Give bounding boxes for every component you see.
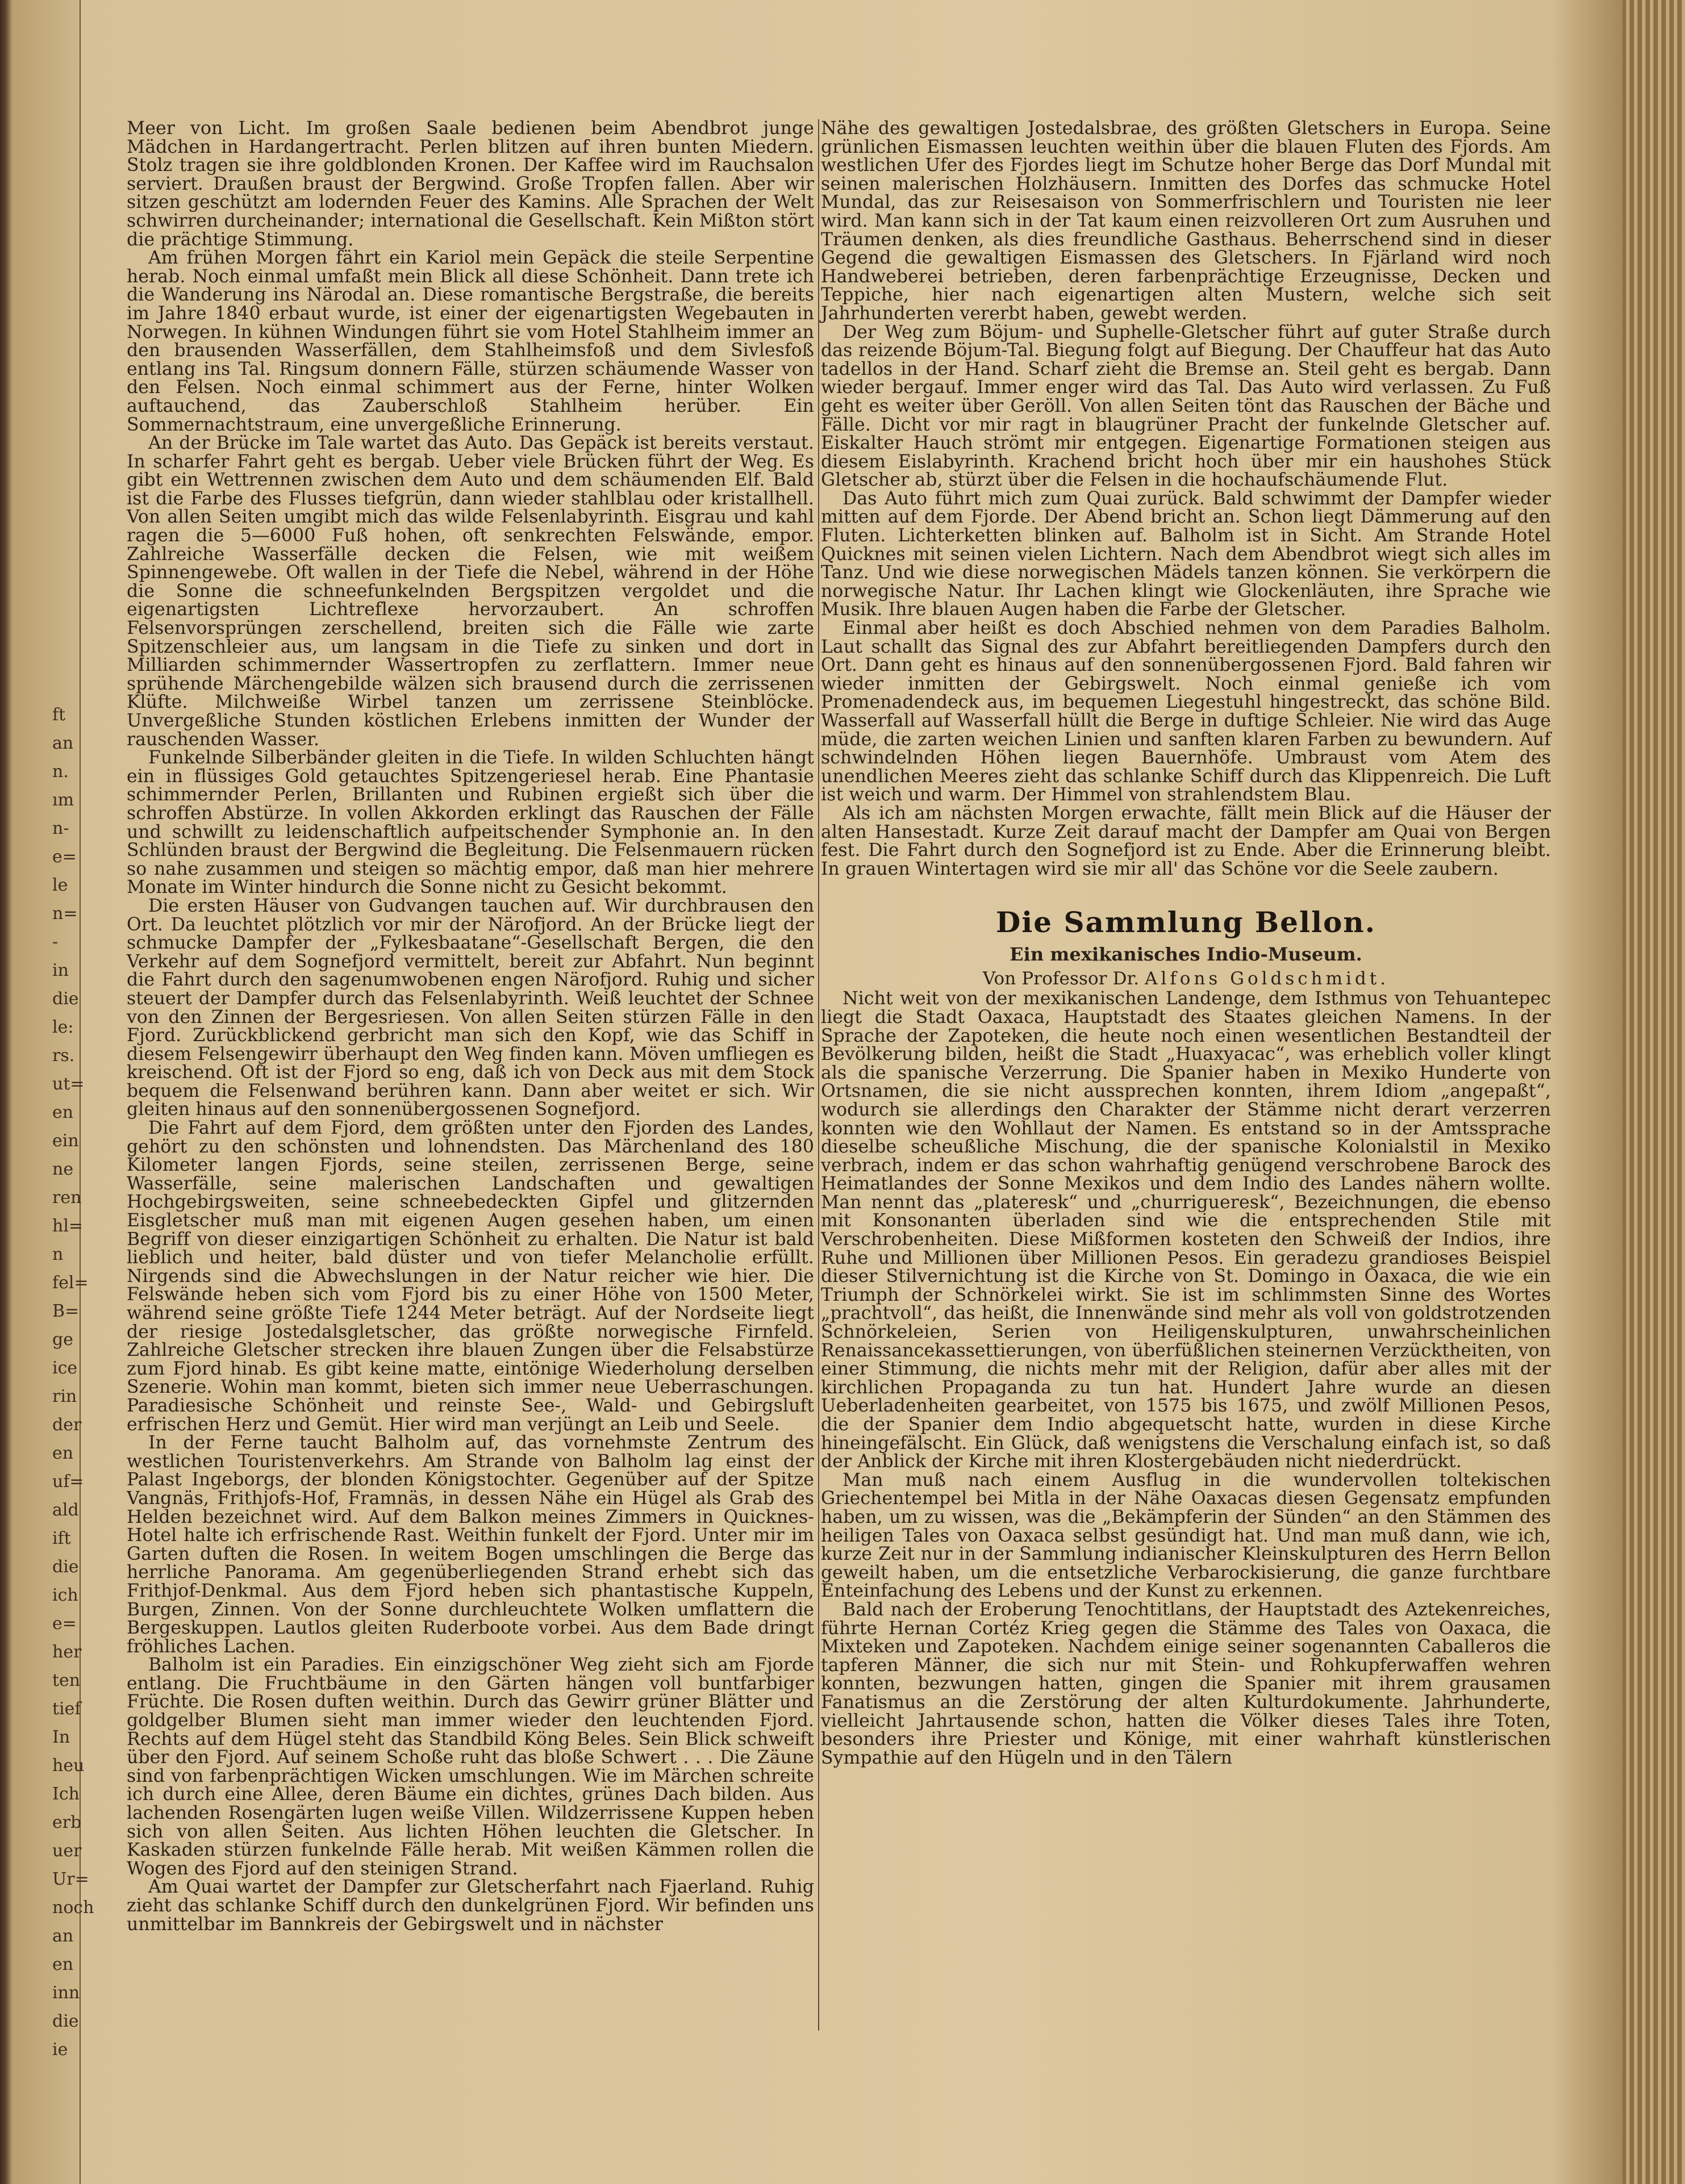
bleed-fragment: rs. — [52, 1046, 75, 1066]
bleed-fragment: en — [52, 1443, 74, 1463]
bleed-fragment: le: — [52, 1017, 74, 1037]
bleed-fragment: ım — [52, 790, 74, 810]
bleed-fragment: rin — [52, 1387, 77, 1406]
newspaper-page — [84, 102, 1624, 2124]
paragraph: Am Quai wartet der Dampfer zur Gletscherfahrt nach Fjaerland. Ruhig zieht das schlanke Schiff durch den dunkelgrünen Fjord. Wir befinden uns unmittelbar im Bannkreis der Gebirgswelt und in nächster — [127, 1877, 814, 1935]
bleed-fragment: Ich — [52, 1784, 80, 1804]
bleed-fragment: In — [52, 1727, 70, 1747]
bleed-fragment: her — [52, 1642, 82, 1662]
bleed-fragment: an — [52, 1926, 74, 1946]
bleed-fragment: ft — [52, 705, 66, 725]
paragraph: An der Brücke im Tale wartet das Auto. Das Gepäck ist bereits verstaut. In scharfer Fahrt geht es bergab. Ueber viele Brücken führt der Weg. Es gibt ein Wettrennen zwischen dem Auto und dem schäumenden Elf. Bald ist die Farbe des Flusses tiefgrün, dann wieder stahlblau oder kristallhell. Von allen Seiten umgibt mich das wilde Felsenlabyrinth. Eisgrau und kahl ragen die 5—6000 Fuß hohen, oft senkrechten Felswände, empor. Zahlreiche Wasserfälle decken die Felsen, wie mit weißem Spinnengewebe. Oft wallen in der Tiefe die Nebel, während in der Höhe die Sonne die schneefunkelnden Bergspitzen vergoldet und die eigenartigsten Lichtreflexe hervorzaubert. An schroffen Felsenvorsprüngen zerschellend, breiten sich die Fälle wie zarte Spitzenschleier aus, um langsam in die Tiefe zu sinken und dort in Milliarden schimmernder Wassertropfen zu zerflattern. Immer neue sprühende Märchengebilde wälzen sich brausend durch die zerrissenen Klüfte. Milchweiße Wirbel tanzen um zerrissene Steinblöcke. Unvergeßliche Stunden köstlichen Erlebens inmitten der Wunder der rauschenden Wasser. — [127, 433, 814, 750]
bleed-fragment: tief — [52, 1699, 81, 1719]
travel-article-continuation — [821, 119, 1551, 878]
byline-author: Alfons Goldschmidt. — [1145, 968, 1390, 989]
bleed-fragment: e= — [52, 847, 77, 867]
paragraph: Als ich am nächsten Morgen erwachte, fällt mein Blick auf die Häuser der alten Hansestadt. Kurze Zeit darauf macht der Dampfer am Quai von Bergen fest. Die Fahrt durch den Sognefjord ist zu Ende. Aber die Erinnerung bleibt. In grauen Wintertagen wird sie mir all' das Schöne vor die Seele zaubern. — [821, 803, 1551, 879]
bleed-fragment: ren — [52, 1188, 82, 1208]
previous-page-edge — [0, 0, 94, 2184]
bleed-fragment: an — [52, 733, 74, 753]
bleed-fragment: die — [52, 989, 79, 1009]
paragraph: Das Auto führt mich zum Quai zurück. Bald schwimmt der Dampfer wieder mitten auf dem Fjorde. Der Abend bricht an. Schon liegt Dämmerung auf den Fluten. Lichterketten blinken auf. Balholm ist in Sicht. Am Strande Hotel Quicknes mit seinen vielen Lichtern. Nach dem Abendbrot wiegt sich alles im Tanz. Und wie diese norwegischen Mädels tanzen können. Sie verkörpern die norwegische Natur. Ihr Lachen klingt wie Glockenläuten, ihre Sprache wie Musik. Ihre blauen Augen haben die Farbe der Gletscher. — [821, 488, 1551, 620]
left-column — [127, 119, 814, 1934]
bleed-fragment: die — [52, 1557, 79, 1577]
right-column — [821, 119, 1551, 1767]
bleed-fragment: noch — [52, 1898, 94, 1918]
bleed-fragment: n — [52, 1245, 64, 1264]
bleed-fragment: ift — [52, 1529, 71, 1548]
paragraph: Funkelnde Silberbänder gleiten in die Tiefe. In wilden Schluchten hängt ein in flüssiges Gold getauchtes Spitzengeriesel herab. Eine Phantasie schimmernder Perlen, Brillanten und Rubinen ergießt sich über die schroffen Abstürze. In vollen Akkorden erklingt das Rauschen der Fälle und schwillt zu leidenschaftlich aufpeitschender Symphonie an. In den Schlünden braust der Bergwind die Begleitung. Die Felsenmauern rücken so nahe zusammen und steigen so mächtig empor, daß man hier mehrere Monate im Winter hindurch die Sonne nicht zu Gesicht bekommt. — [127, 748, 814, 898]
bleed-fragment: ald — [52, 1500, 79, 1520]
bleed-fragment: n= — [52, 904, 78, 924]
bleed-fragment: uer — [52, 1841, 82, 1861]
bleed-fragment: ne — [52, 1159, 74, 1179]
museum-article-body — [821, 989, 1551, 1767]
byline-prefix: Von Professor Dr. — [982, 968, 1145, 989]
bleed-fragment: der — [52, 1415, 82, 1435]
article-paragraph: Man muß nach einem Ausflug in die wundervollen toltekischen Griechentempel bei Mitla in der Nähe Oaxacas diesen Gegensatz empfunden haben, um zu wissen, was die „Bekämpferin der Sünden“ an den Stämmen des heiligen Tales von Oaxaca selbst gesündigt hat. Und man muß dann, wie ich, kurze Zeit nur in der Sammlung indianischer Kleinskulpturen des Herrn Bellon geweilt haben, um die entsetzliche Verbarockisierung, die ganze furchtbare Enteinfachung des Lebens und der Kunst zu erkennen. — [821, 1469, 1551, 1602]
bleed-fragment: uf= — [52, 1472, 84, 1492]
bleed-fragment: ice — [52, 1358, 78, 1378]
bleed-fragment: ut= — [52, 1074, 85, 1094]
paragraph: Balholm ist ein Paradies. Ein einzigschöner Weg zieht sich am Fjorde entlang. Die Fruchtbäume in den Gärten hängen voll buntfarbiger Früchte. Die Rosen duften weithin. Durch das Gewirr grüner Blätter und goldgelber Blumen sieht man immer wieder den leuchtenden Fjord. Rechts auf dem Hügel steht das Standbild Köng Beles. Sein Blick schweift über den Fjord. Auf seinem Schoße ruht das bloße Schwert . . . Die Zäune sind von farbenprächtigen Wicken umschlungen. Wie im Märchen schreite ich durch eine Allee, deren Bäume ein dichtes, grünes Dach bilden. Aus lachenden Rosengärten lugen weiße Villen. Wildzerrissene Kuppen heben sich von allen Seiten. Aus lichten Höhen leuchten die Gletscher. In Kaskaden stürzen funkelnde Fälle herab. Mit weißen Kämmen rollen die Wogen des Fjord auf den steinigen Strand. — [127, 1655, 814, 1879]
bleed-fragment: B= — [52, 1301, 80, 1321]
article-paragraph: Bald nach der Eroberung Tenochtitlans, der Hauptstadt des Aztekenreiches, führte Hernan Cortéz Krieg gegen die Stämme des Tales von Oaxaca, die Mixteken und Zapoteken. Nachdem einige seiner sogenannten Caballeros die tapferen Männer, die sich nur mit Stein- und Rohkupferwaffen wehren konnten, bezwungen hatten, gingen die Spanier mit ihrem grausamen Fanatismus an die Zerstörung der alten Kulturdokumente. Jahrhunderte, vielleicht Jahrtausende schon, hatten die Völker dieses Tales ihre Toten, besonders ihre Priester und Könige, mit einer wahrhaft künstlerischen Sympathie auf den Hügeln und in den Tälern — [821, 1599, 1551, 1768]
bleed-fragment: ie — [52, 2040, 68, 2060]
bleed-fragment: ein — [52, 1131, 79, 1151]
bleed-fragment: n- — [52, 819, 69, 838]
bleed-fragment: ich — [52, 1585, 78, 1605]
bleed-fragment: die — [52, 2011, 79, 2031]
bleed-fragment: en — [52, 1955, 74, 1974]
bleed-fragment: ten — [52, 1671, 81, 1690]
bleed-fragment: e= — [52, 1614, 77, 1634]
bleed-fragment: - — [52, 932, 59, 952]
bleed-fragment: inn — [52, 1983, 80, 2003]
bleed-fragment: Ur= — [52, 1869, 89, 1889]
bleed-fragment: heu — [52, 1756, 85, 1776]
paragraph: Die Fahrt auf dem Fjord, dem größten unter den Fjorden des Landes, gehört zu den schönsten und lohnendsten. Das Märchenland des 180 Kilometer langen Fjords, seine steilen, zerrissenen Berge, seine Wasserfälle, seine malerischen Landschaften und gewaltigen Hochgebirgsweiten, seine schneebedeckten Gipfel und glitzernden Eisgletscher muß man mit eigenen Augen gesehen haben, um einen Begriff von dieser einzigartigen Schönheit zu erhalten. Die Natur ist bald lieblich und heiter, bald düster und von tiefer Melancholie erfüllt. Nirgends sind die Abwechslungen in der Natur reicher wie hier. Die Felswände heben sich vom Fjord bis zu einer Höhe von 1500 Meter, während seine größte Tiefe 1244 Meter beträgt. Auf der Nordseite liegt der riesige Jostedalsgletscher, das größte norwegische Firnfeld. Zahlreiche Gletscher strecken ihre blauen Zungen über die Felsabstürze zum Fjord hinab. Es gibt keine matte, eintönige Wiederholung derselben Szenerie. Wohin man kommt, bieten sich immer neue Ueberraschungen. Paradiesische Schönheit und reinste See-, Wald- und Gebirgsluft erfrischen Herz und Gemüt. Hier wird man verjüngt an Leib und Seele. — [127, 1118, 814, 1435]
bleed-fragment: en — [52, 1103, 74, 1122]
page-stack-edge — [1623, 0, 1685, 2184]
paragraph: In der Ferne taucht Balholm auf, das vornehmste Zentrum des westlichen Touristenverkehrs. Am Strande von Balholm lag einst der Palast Ingeborgs, der blonden Königstochter. Gegenüber auf der Spitze Vangnäs, Frithjofs-Hof, Framnäs, in dessen Nähe ein Hügel als Grab des Helden bezeichnet wird. Auf dem Balkon meines Zimmers in Quicknes-Hotel halte ich erfrischende Rast. Weithin funkelt der Fjord. Unter mir im Garten duften die Rosen. In weitem Bogen umschlingen die Berge das herrliche Panorama. Am gegenüberliegenden Strand erhebt sich das Frithjof-Denkmal. Aus dem Fjord heben sich phantastische Kuppeln, Burgen, Zinnen. Von der Sonne durchleuchtete Wolken umflattern die Bergeskuppen. Lautlos gleiten Ruderboote vorbei. Aus dem Bade dringt fröhliches Lachen. — [127, 1433, 814, 1657]
bleed-fragment: hl= — [52, 1216, 84, 1236]
article-title: Die Sammlung Bellon. — [995, 905, 1377, 939]
bleed-fragment: in — [52, 961, 69, 980]
paragraph: Meer von Licht. Im großen Saale bedienen beim Abendbrot junge Mädchen in Hardangertracht. Perlen blitzen auf ihren bunten Miedern. Stolz tragen sie ihre goldblonden Kronen. Der Kaffee wird im Rauchsalon serviert. Draußen braust der Bergwind. Große Tropfen fallen. Aber wir sitzen geschützt am lodernden Feuer des Kamins. Alle Sprachen der Welt schwirren durcheinander; international die Gesellschaft. Kein Mißton stört die prächtige Stimmung. — [127, 118, 814, 250]
paragraph: Einmal aber heißt es doch Abschied nehmen von dem Paradies Balholm. Laut schallt das Signal des zur Abfahrt bereitliegenden Dampfers durch den Ort. Dann geht es hinaus auf den sonnenübergossenen Fjord. Bald fahren wir wieder inmitten der Gebirgswelt. Noch einmal genieße ich vom Promenadendeck aus, im bequemen Liegestuhl hingestreckt, das schöne Bild. Wasserfall auf Wasserfall hüllt die Berge in duftige Schleier. Nie wird das Auge müde, die zarten weichen Linien und sanften klaren Farben zu bewundern. Auf schwindelnden Höhen liegen Bauernhöfe. Umbraust vom Atem des unendlichen Meeres zieht das schlanke Schiff durch das Klippenreich. Die Luft ist weich und warm. Der Himmel von strahlendstem Blau. — [821, 618, 1551, 805]
paragraph: Am frühen Morgen fährt ein Kariol mein Gepäck die steile Serpentine herab. Noch einmal umfaßt mein Blick all diese Schönheit. Dann trete ich die Wanderung ins Närodal an. Diese romantische Bergstraße, die bereits im Jahre 1840 erbaut wurde, ist einer der eigenartigsten Wegebauten in Norwegen. In kühnen Windungen führt sie vom Hotel Stahlheim immer an den brausenden Wasserfällen, dem Stahlheimsfoß und dem Sivlesfoß entlang ins Tal. Ringsum donnern Fälle, stürzen schäumende Wasser von den Felsen. Noch einmal schimmert aus der Ferne, hinter Wolken auftauchend, das Zauberschloß Stahlheim herüber. Ein Sommernachtstraum, eine unvergeßliche Erinnerung. — [127, 248, 814, 435]
paragraph: Nähe des gewaltigen Jostedalsbrae, des größten Gletschers in Europa. Seine grünlichen Eismassen leuchten weithin über die blauen Fluten des Fjords. Am westlichen Ufer des Fjordes liegt im Schutze hoher Berge das Dorf Mundal mit seinen malerischen Holzhäusern. Inmitten des Dorfes das schmucke Hotel Mundal, das zur Reisesaison von Sommerfrischlern und Touristen nie leer wird. Man kann sich in der Tat kaum einen reizvolleren Ort zum Ausruhen und Träumen denken, als dies freundliche Gasthaus. Beherrschend sind in dieser Gegend die gewaltigen Eismassen des Gletschers. In Fjärland wird noch Handweberei betrieben, deren farbenprächtige Erzeugnisse, Decken und Teppiche, hier nach eigenartigen alten Mustern, welche sich seit Jahrhunderten vererbt haben, gewebt werden. — [821, 118, 1551, 324]
article-subtitle: Ein mexikanisches Indio-Museum. — [1010, 943, 1362, 966]
bleed-fragment: le — [52, 875, 68, 895]
article-paragraph: Nicht weit von der mexikanischen Landenge, dem Isthmus von Tehuantepec liegt die Stadt Oaxaca, Hauptstadt des Staates gleichen Namens. In der Sprache der Zapoteken, die heute noch einen wesentlichen Bestandteil der Bevölkerung bilden, heißt die Stadt „Huaxyacac“, was erheblich voller klingt als die spanische Verzerrung. Die Spanier haben in Mexiko Hunderte von Ortsnamen, die sie nicht aussprechen konnten, ihrem Idiom „angepaßt“, wodurch sie allerdings den Charakter der Stämme nicht derart verzerren konnten wie den Wohllaut der Namen. Es entstand so in der Amtssprache dieselbe scheußliche Mischung, die der spanische Kolonialstil in Mexiko verbrach, indem er das schon wahrhaftig genügend verschrobene Barock des Heimatlandes der Sonne Mexikos und dem Indio des Landes nähern wollte. Man nennt das „plateresk“ und „churrigueresk“, Bezeichnungen, die ebenso mit Konsonanten überladen sind wie die entsprechenden Stile mit Verschrobenheiten. Diese Mißformen kosteten den Schweiß der Indios, ihre Ruhe und Millionen über Millionen Pesos. Ein geradezu grandioses Beispiel dieser Stilvernichtung ist die Kirche von St. Domingo in Oaxaca, die wie ein Triumph der Schnörkelei wirkt. Sie ist im schlimmsten Sinne des Wortes „prachtvoll“, das heißt, die Innenwände sind mehr als voll von goldstrotzenden Schnörkeleien, Serien von Heiligenskulpturen, unwahrscheinlichen Renaissancekassettierungen, von überfüßlichen steinernen Verzücktheiten, von einer Stimmung, die nichts mehr mit der Religion, dafür aber alles mit der kirchlichen Propaganda zu tun hat. Hundert Jahre wurde an diesen Ueberladenheiten gearbeitet, von 1575 bis 1675, und zwölf Millionen Pesos, die der Spanier dem Indio abgequetscht hatte, wurden in diese Kirche hineingefälscht. Ein Glück, daß wenigstens die Verschalung einfach ist, so daß der Anblick der Kirche mit ihren Klostergebäuden nicht niederdrückt. — [821, 988, 1551, 1472]
bleed-fragment: erb — [52, 1813, 82, 1832]
bleed-fragment: ge — [52, 1330, 73, 1350]
article-byline — [821, 968, 1551, 989]
paragraph: Die ersten Häuser von Gudvangen tauchen auf. Wir durchbrausen den Ort. Da leuchtet plötzlich vor mir der Närofjord. An der Brücke liegt der schmucke Dampfer der „Fylkesbaatane“-Gesellschaft Bergen, die den Verkehr auf dem Sognefjord vermittelt, bereit zur Abfahrt. Nun beginnt die Fahrt durch den sagenumwobenen engen Närofjord. Ruhig und sicher steuert der Dampfer durch das Felsenlabyrinth. Weiß leuchtet der Schnee von den Zinnen der Bergesriesen. Von allen Seiten stürzen Fälle in den Fjord. Zurückblickend gerbricht man sich den Kopf, wie das Schiff in diesem Felsengewirr überhaupt den Weg finden kann. Möven umfliegen es kreischend. Oft ist der Fjord so eng, daß ich von Deck aus mit dem Stock bequem die Felsenwand berühren kann. Dann aber weitet er sich. Wir gleiten hinaus auf den sonnenübergossenen Sognefjord. — [127, 895, 814, 1120]
bleed-fragment: fel= — [52, 1273, 89, 1293]
bleed-fragment: n. — [52, 762, 69, 782]
paragraph: Der Weg zum Böjum- und Suphelle-Gletscher führt auf guter Straße durch das reizende Böjum-Tal. Biegung folgt auf Biegung. Der Chauffeur hat das Auto tadellos in der Hand. Scharf zieht die Bremse an. Steil geht es bergab. Dann wieder bergauf. Immer enger wird das Tal. Das Auto wird verlassen. Zu Fuß geht es weiter über Geröll. Von allen Seiten tönt das Rauschen der Bäche und Fälle. Dicht vor mir ragt in blaugrüner Pracht der funkelnde Gletscher auf. Eiskalter Hauch strömt mir entgegen. Eigenartige Formationen steigen aus diesem Eislabyrinth. Krachend bricht hoch über mir ein haushohes Stück Gletscher ab, stürzt über die Felsen in die hochaufschäumende Flut. — [821, 321, 1551, 491]
column-divider — [818, 119, 819, 2031]
